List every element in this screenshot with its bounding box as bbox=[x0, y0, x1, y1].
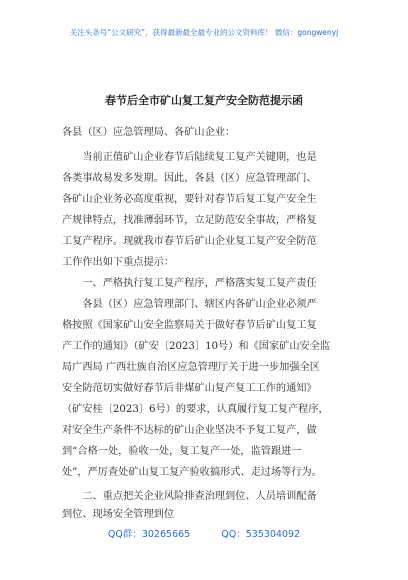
document-title: 春节后全市矿山复工复产安全防范提示函 bbox=[105, 94, 303, 107]
body-line: 处”，严厉查处矿山复工复产验收搞形式、走过场等行为。 bbox=[62, 467, 322, 478]
body-line: 工复产程序。现就我市春节后矿山企业复工复产安全防范 bbox=[62, 236, 317, 247]
body-line: （矿安桂〔2023〕6号）的要求，认真履行复工复产程序， bbox=[62, 404, 329, 415]
body-line: 各类事故易发多发期。因此，各县（区）应急管理部门、 bbox=[62, 173, 317, 184]
body-line: 当前正值矿山企业春节后陆续复工复产关键期，也是 bbox=[62, 152, 317, 163]
footer-contact bbox=[0, 526, 408, 540]
body-line: 安全防范切实做好春节后非煤矿山复产复工工作的通知》 bbox=[62, 383, 317, 394]
body-line: 各矿山企业务必高度重视，要针对春节后复工复产安全生 bbox=[62, 194, 317, 205]
body-line: 格按照《国家矿山安全监察局关于做好春节后矿山复工复 bbox=[62, 320, 317, 331]
body-line: 对安全生产条件不达标的矿山企业坚决不予复工复产，做 bbox=[62, 425, 317, 436]
footer-qq-group: QQ群：30265665 bbox=[107, 529, 191, 540]
footer-qq: QQ：535304092 bbox=[221, 529, 301, 540]
body-line: 产规律特点，找准薄弱环节，立足防范安全事故，严格复 bbox=[62, 215, 317, 226]
body-line: 到“合格一处，验收一处，复工复产一处，监管跟进一 bbox=[62, 446, 302, 457]
section-heading: 一、严格执行复工复产程序，严格落实复工复产责任 bbox=[62, 278, 317, 289]
header-banner: 关注头条号“公文研究”，获得最新最全最专业的公文资料库！ 微信：gongwenyj bbox=[69, 28, 339, 37]
body-line: 局广西局 广西壮族自治区应急管理厅关于进一步加强全区 bbox=[62, 362, 320, 373]
body-line: 产工作的通知》（矿安〔2023〕10号）和《国家矿山安全监 bbox=[62, 341, 331, 352]
body-line: 各县（区）应急管理部门、辖区内各矿山企业必须严 bbox=[62, 299, 317, 310]
salutation-line: 各县（区）应急管理局、各矿山企业： bbox=[62, 127, 236, 138]
section-heading: 二、重点把关企业风险排查治理到位、人员培训配备 bbox=[62, 491, 317, 502]
body-line: 到位、现场安全管理到位 bbox=[62, 509, 175, 520]
body-line: 工作作出如下重点提示： bbox=[62, 257, 175, 268]
